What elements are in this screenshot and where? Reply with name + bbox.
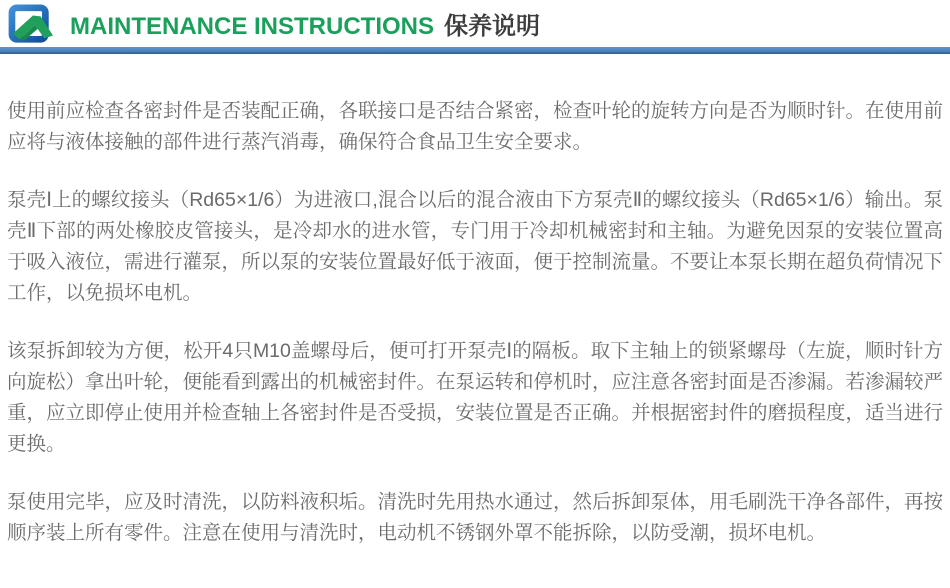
instructions-body: [0, 54, 950, 549]
paragraph-connections: 泵壳Ⅰ上的螺纹接头（Rd65×1/6）为进液口,混合以后的混合液由下方泵壳Ⅱ的螺纹接头（Rd65×1/6）输出。泵壳Ⅱ下部的两处橡胶皮管接头，是冷却水的进水管，专门用于冷却机械密封和主轴。为避免因泵的安装位置高于吸入液位，需进行灌泵，所以泵的安装位置最好低于液面，便于控制流量。不要让本泵长期在超负荷情况下工作，以免损坏电机。: [7, 189, 944, 304]
paragraph-disassembly: 该泵拆卸较为方便，松开4只M10盖螺母后，便可打开泵壳Ⅰ的隔板。取下主轴上的锁紧螺母（左旋，顺时针方向旋松）拿出叶轮，便能看到露出的机械密封件。在泵运转和停机时，应注意各密封面是否渗漏。若渗漏较严重，应立即停止使用并检查轴上各密封件是否受损，安装位置是否正确。并根据密封件的磨损程度，适当进行更换。: [7, 340, 944, 455]
page-title: [70, 6, 540, 41]
header-divider-bar: [0, 47, 950, 54]
paragraph-precheck: 使用前应检查各密封件是否装配正确，各联接口是否结合紧密，检查叶轮的旋转方向是否为顺时针。在使用前应将与液体接触的部件进行蒸汽消毒，确保符合食品卫生安全要求。: [7, 100, 944, 153]
page-title-en: MAINTENANCE INSTRUCTIONS: [70, 13, 434, 40]
paragraph-cleaning: 泵使用完毕，应及时清洗，以防料液积垢。清洗时先用热水通过，然后拆卸泵体，用毛刷洗干净各部件，再按顺序装上所有零件。注意在使用与清洗时，电动机不锈钢外罩不能拆除，以防受潮，损坏电机。: [7, 491, 944, 544]
page-header: [0, 0, 950, 47]
company-logo-icon: [8, 4, 56, 46]
page-title-zh: 保养说明: [444, 13, 540, 40]
